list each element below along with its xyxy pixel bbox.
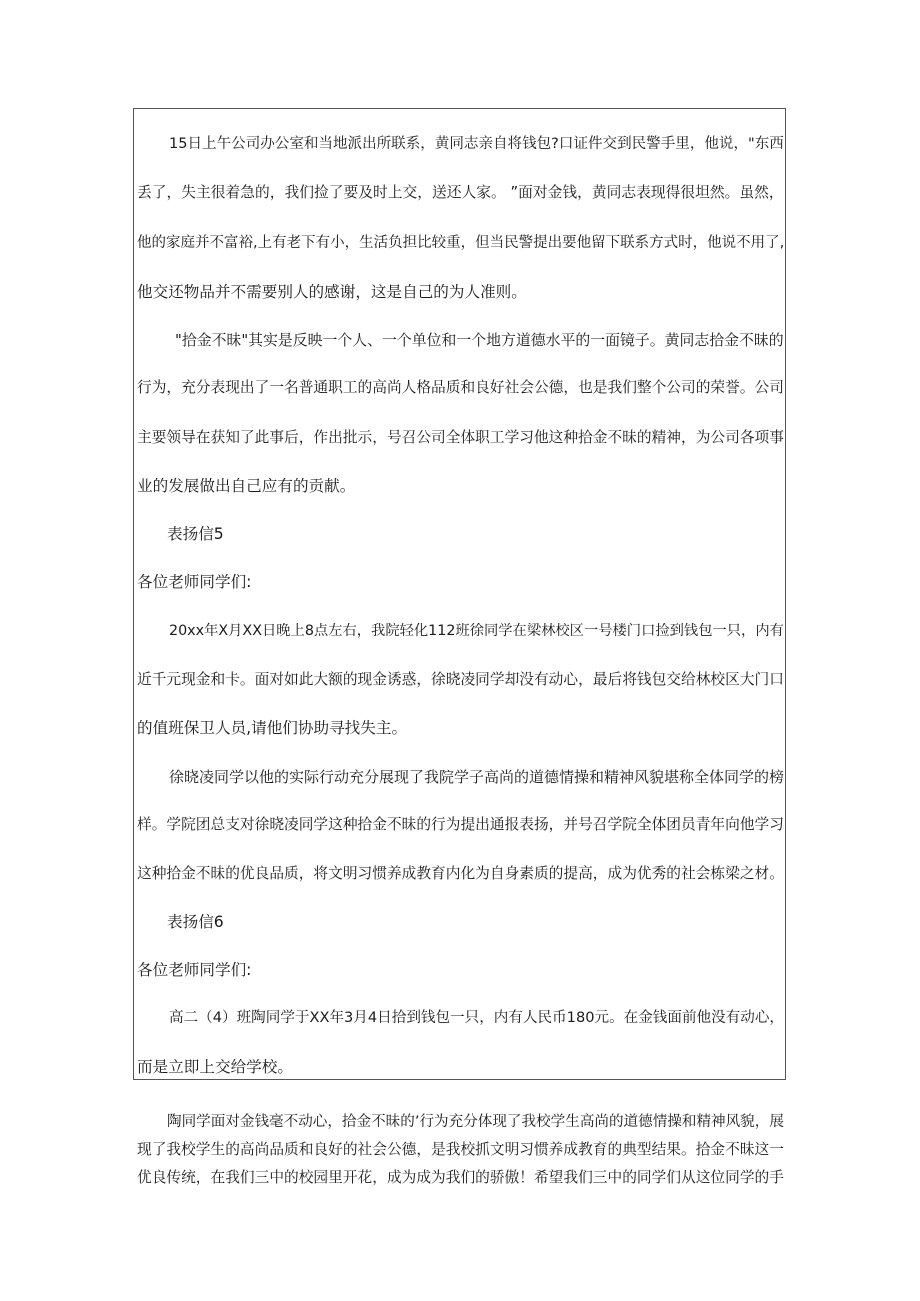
paragraph-line: 20xx年X月XX日晚上8点左右，我院轻化112班徐同学在梁林校区一号楼门口捡到钱包一只，内有 bbox=[169, 623, 784, 639]
paragraph-line: 样。学院团总支对徐晓凌同学这种拾金不昧的行为提出通报表扬，并号召学院全体团员青年向他学习 bbox=[137, 816, 784, 833]
paragraph-line: 这种拾金不昧的优良品质，将文明习惯养成教育内化为自身素质的提高，成为优秀的社会栋梁之材。 bbox=[137, 865, 784, 882]
salutation: 各位老师同学们: bbox=[137, 573, 252, 591]
paragraph-line: "拾金不昧"其实是反映一个人、一个单位和一个地方道德水平的一面镜子。黄同志拾金不昧的 bbox=[175, 331, 784, 349]
paragraph-line: 业的发展做出自己应有的贡献。 bbox=[137, 477, 356, 495]
paragraph-line: 丢了，失主很着急的，我们捡了要及时上交，送还人家。 ”面对金钱，黄同志表现得很坦然。虽然， bbox=[137, 184, 784, 201]
paragraph-line: 他交还物品并不需要别人的感谢，这是自己的为人准则。 bbox=[137, 283, 527, 301]
paragraph-line: 他的家庭并不富裕,上有老下有小，生活负担比较重，但当民警提出要他留下联系方式时，他说不用了, bbox=[137, 235, 785, 251]
paragraph-line: 而是立即上交给学校。 bbox=[137, 1058, 293, 1076]
letter-heading: 表扬信5 bbox=[167, 525, 224, 543]
salutation: 各位老师同学们: bbox=[137, 961, 252, 979]
paragraph-line: 行为，充分表现出了一名普通职工的高尚人格品质和良好社会公德，也是我们整个公司的荣誉。公司 bbox=[137, 379, 784, 396]
paragraph-line: 15日上午公司办公室和当地派出所联系，黄同志亲自将钱包?口证件交到民警手里，他说，"东西 bbox=[169, 135, 784, 152]
paragraph-line: 优良传统，在我们三中的校园里开花，成为成为我们的骄傲！希望我们三中的同学们从这位同学的手 bbox=[137, 1169, 784, 1186]
paragraph-line: 的值班保卫人员,请他们协助寻找失主。 bbox=[137, 719, 408, 737]
paragraph-line: 徐晓凌同学以他的实际行动充分展现了我院学子高尚的道德情操和精神风貌堪称全体同学的榜 bbox=[169, 768, 785, 786]
bordered-text-frame bbox=[133, 108, 786, 1080]
paragraph-line: 主要领导在获知了此事后，作出批示，号召公司全体职工学习他这种拾金不昧的精神，为公司各项事 bbox=[137, 429, 784, 446]
paragraph-line: 现了我校学生的高尚品质和良好的社会公德，是我校抓文明习惯养成教育的典型结果。拾金不昧这一 bbox=[137, 1141, 784, 1158]
letter-heading: 表扬信6 bbox=[167, 913, 224, 931]
paragraph-line: 高二（4）班陶同学于XX年3月4日拾到钱包一只，内有人民币180元。在金钱面前他没有动心， bbox=[169, 1009, 785, 1026]
paragraph-line: 近千元现金和卡。面对如此大额的现金诱惑，徐晓凌同学却没有动心，最后将钱包交给林校区大门口 bbox=[137, 671, 784, 688]
paragraph-line: 陶同学面对金钱毫不动心，拾金不昧的’行为充分体现了我校学生高尚的道德情操和精神风貌，展 bbox=[167, 1113, 784, 1130]
